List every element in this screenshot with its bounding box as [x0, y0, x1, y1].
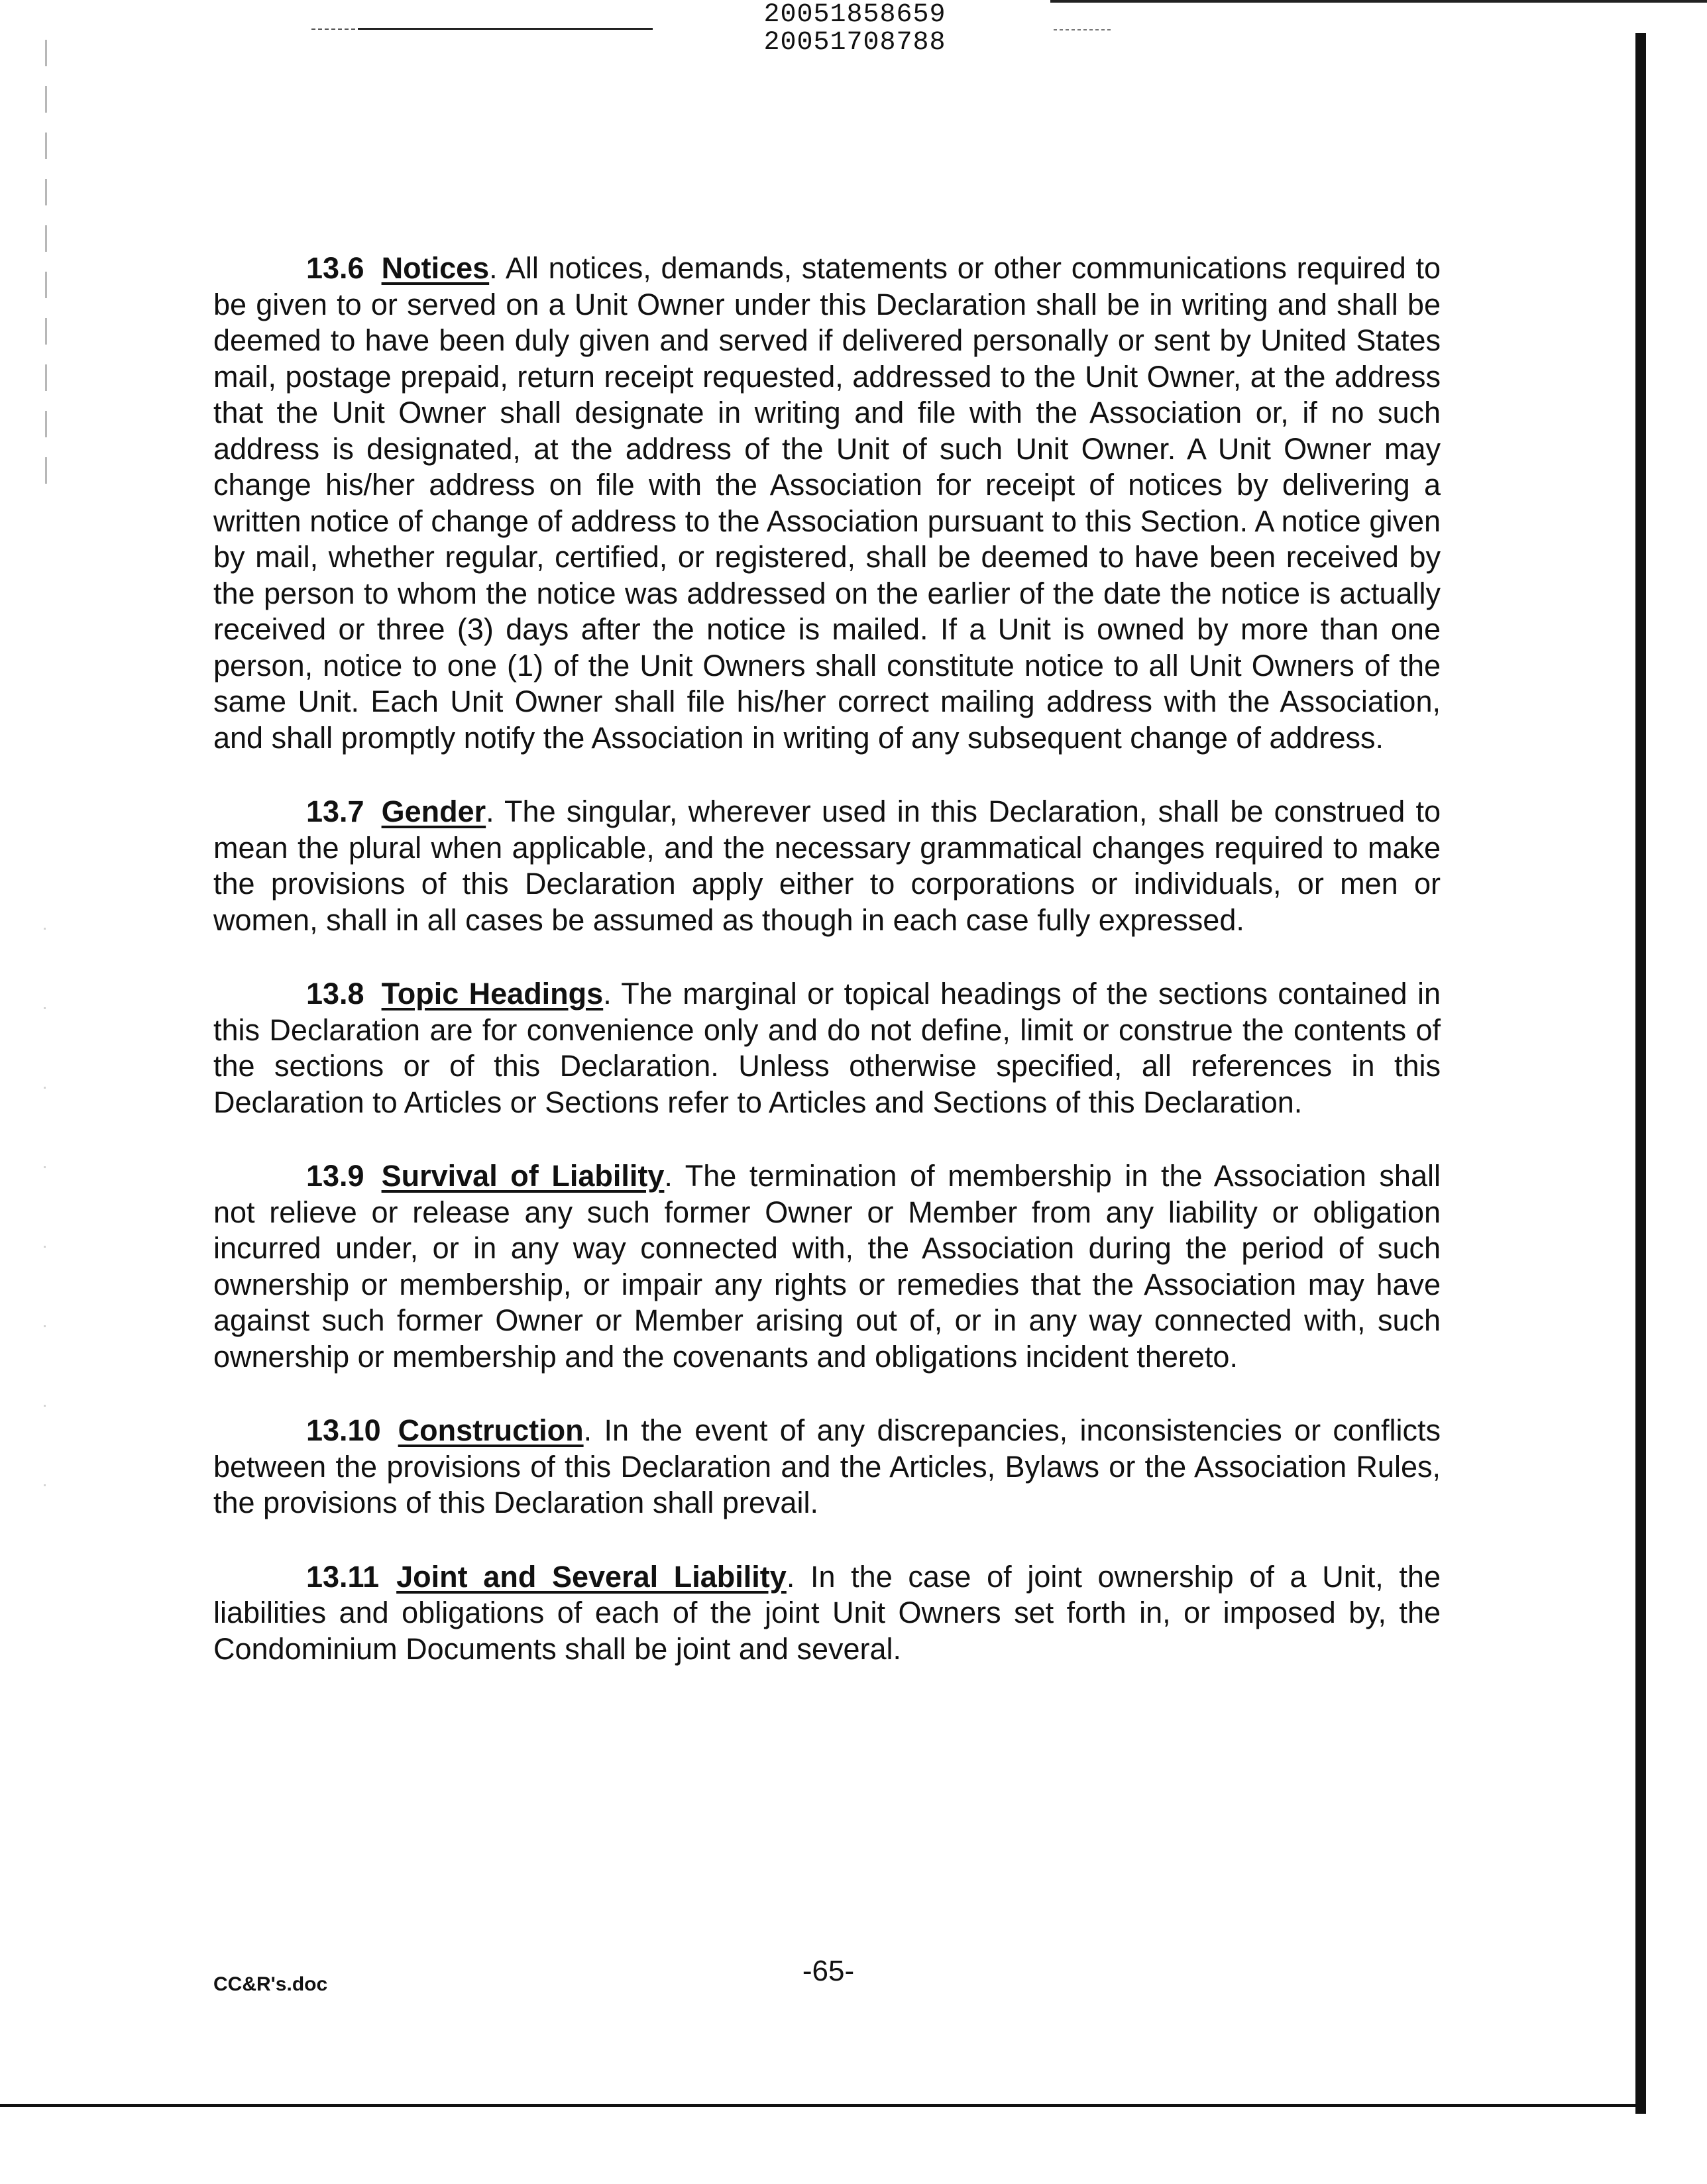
- section-number: 13.7: [306, 794, 364, 828]
- left-margin-dots: [44, 928, 46, 1524]
- footer-page-number: -65-: [802, 1955, 855, 1987]
- section-title: Joint and Several Liability: [396, 1559, 787, 1594]
- top-left-rule: [358, 28, 653, 30]
- section-title: Survival of Liability: [381, 1159, 665, 1193]
- section-number: 13.6: [306, 251, 364, 285]
- section-13-8: [213, 976, 1441, 1120]
- bottom-scan-border: [0, 2104, 1643, 2107]
- document-number-2: 20051708788: [763, 28, 946, 58]
- section-13-11: [213, 1559, 1441, 1668]
- right-scan-border: [1635, 33, 1646, 2114]
- top-right-dashed-rule: [1054, 29, 1113, 30]
- section-text: . All notices, demands, statements or other communications required to be given to or served on a Unit Owner under this Declaration shall be in writing and shall be deemed to have been duly given and served if delivered personally or sent by United States mail, postage prepaid, return receipt requested, addressed to the Unit Owner, at the address that the Unit Owner shall designate in writing and file with the Association or, if no such address is designated, at the address of the Unit of such Unit Owner. A Unit Owner may change his/her address on file with the Association for receipt of notices by delivering a written notice of change of address to the Association pursuant to this Section. A notice given by mail, whether regular, certified, or registered, shall be deemed to have been received by the person to whom the notice was addressed on the earlier of the date the notice is actually received or three (3) days after the notice is mailed. If a Unit is owned by more than one person, notice to one (1) of the Unit Owners shall constitute notice to all Unit Owners of the same Unit. Each Unit Owner shall file his/her correct mailing address with the Association, and shall promptly notify the Association in writing of any subsequent change of address.: [213, 251, 1441, 755]
- section-title: Gender: [381, 794, 486, 828]
- section-number: 13.10: [306, 1413, 381, 1447]
- section-title: Topic Headings: [381, 977, 604, 1010]
- section-13-6: [213, 250, 1441, 756]
- section-number: 13.8: [306, 977, 364, 1010]
- section-title: Construction: [398, 1413, 584, 1447]
- top-left-dashed-rule: [311, 28, 358, 30]
- document-number-1: 20051858659: [763, 0, 946, 30]
- section-number: 13.9: [306, 1159, 364, 1193]
- section-text: . In the case of joint ownership of a Unit, the liabilities and obligations of each of the joint Unit Owners set forth in, or imposed by, the Condominium Documents shall be joint and several.: [213, 1559, 1441, 1666]
- top-right-rule: [1050, 0, 1707, 3]
- section-number: 13.11: [306, 1559, 380, 1594]
- section-text: . The marginal or topical headings of the sections contained in this Declaration are for convenience only and do not define, limit or construe the contents of the sections or of this Declaration. Unless otherwise specified, all references in this Declaration to Articles or Sections refer to Articles and Sections of this Declaration.: [213, 977, 1441, 1119]
- section-text: . The termination of membership in the Association shall not relieve or release any such former Owner or Member from any liability or obligation incurred under, or in any way connected with, the Association during the period of such ownership or membership, or impair any rights or remedies that the Association may have against such former Owner or Member arising out of, or in any way connected with, such ownership or membership and the covenants and obligations incident thereto.: [213, 1159, 1441, 1374]
- section-13-10: [213, 1413, 1441, 1521]
- document-numbers: [663, 1, 1047, 57]
- footer-file-name: CC&R's.doc: [213, 1973, 328, 1995]
- left-margin-marks: [45, 40, 47, 504]
- section-13-7: [213, 794, 1441, 938]
- body-text: [213, 250, 1441, 1705]
- section-13-9: [213, 1158, 1441, 1375]
- section-title: Notices: [381, 251, 490, 285]
- section-text: . The singular, wherever used in this Declaration, shall be construed to mean the plural when applicable, and the necessary grammatical changes required to make the provisions of this Declaration apply either to corporations or individuals, or men or women, shall in all cases be assumed as though in each case fully expressed.: [213, 794, 1441, 937]
- section-text: . In the event of any discrepancies, inconsistencies or conflicts between the provisions of this Declaration and the Articles, Bylaws or the Association Rules, the provisions of this Declaration shall prevail.: [213, 1413, 1441, 1519]
